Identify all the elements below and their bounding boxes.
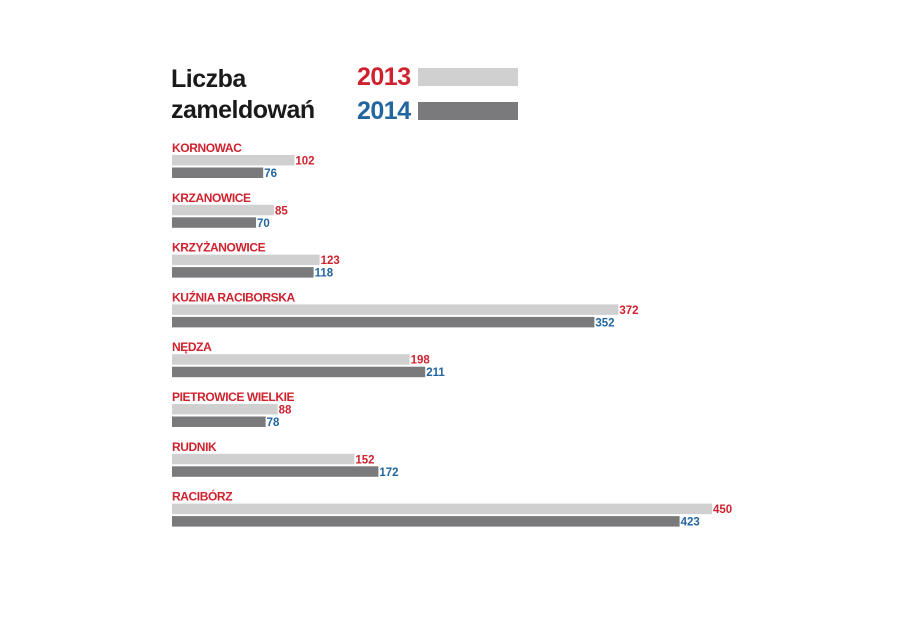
category-label: RUDNIK	[172, 439, 217, 454]
category-group-krzyzanowice	[172, 240, 340, 280]
category-group-kuznia-raciborska	[172, 289, 639, 329]
category-group-nedza	[172, 340, 445, 379]
category-group-raciborz	[172, 489, 732, 529]
bar-2014	[172, 217, 256, 228]
category-label: PIETROWICE WIELKIE	[172, 390, 295, 404]
category-label: RACIBÓRZ	[172, 489, 233, 504]
legend-label-2014: 2014	[357, 97, 411, 125]
bar-2013	[172, 354, 410, 365]
value-label-2013: 123	[320, 255, 340, 268]
value-label-2014: 211	[426, 367, 445, 380]
bar-2014	[172, 516, 680, 527]
value-label-2013: 372	[619, 304, 639, 317]
bar-2013	[172, 205, 274, 216]
value-label-2013: 450	[713, 504, 733, 517]
category-label: KRZANOWICE	[172, 190, 251, 205]
value-label-2013: 198	[410, 354, 430, 367]
category-label: KUŹNIA RACIBORSKA	[172, 290, 295, 305]
value-label-2014: 118	[314, 267, 334, 280]
value-label-2013: 152	[355, 454, 375, 467]
value-label-2013: 88	[278, 404, 292, 417]
value-label-2014: 70	[257, 217, 270, 230]
category-label: NĘDZA	[172, 340, 212, 355]
value-label-2013: 85	[275, 205, 288, 218]
chart-title-line-2: zameldowań	[171, 96, 315, 124]
value-label-2013: 102	[295, 155, 315, 168]
bar-2013	[172, 155, 294, 166]
value-label-2014: 423	[680, 516, 700, 529]
bar-2013	[172, 454, 354, 465]
legend-label-2013: 2013	[357, 63, 411, 91]
category-group-rudnik	[172, 440, 399, 479]
category-group-krzanowice	[172, 191, 288, 230]
category-label: KRZYŻANOWICE	[172, 240, 266, 255]
bar-2014	[172, 267, 314, 278]
value-label-2014: 352	[595, 317, 615, 330]
value-label-2014: 76	[264, 168, 277, 180]
bar-2013	[172, 255, 320, 266]
category-label: KORNOWAC	[172, 141, 242, 155]
value-label-2014: 172	[379, 466, 399, 479]
chart-title-line-1: Liczba	[171, 65, 246, 93]
bar-2013	[172, 504, 712, 514]
bar-2014	[172, 417, 266, 428]
bar-2014	[172, 367, 425, 378]
category-group-kornowac	[172, 141, 315, 180]
category-group-pietrowice-wielkie	[172, 390, 295, 429]
bar-2013	[172, 404, 278, 415]
bar-2014	[172, 317, 594, 328]
value-label-2014: 78	[266, 417, 280, 429]
bar-2014	[172, 466, 378, 477]
bar-2013	[172, 304, 618, 315]
bar-2014	[172, 168, 263, 179]
